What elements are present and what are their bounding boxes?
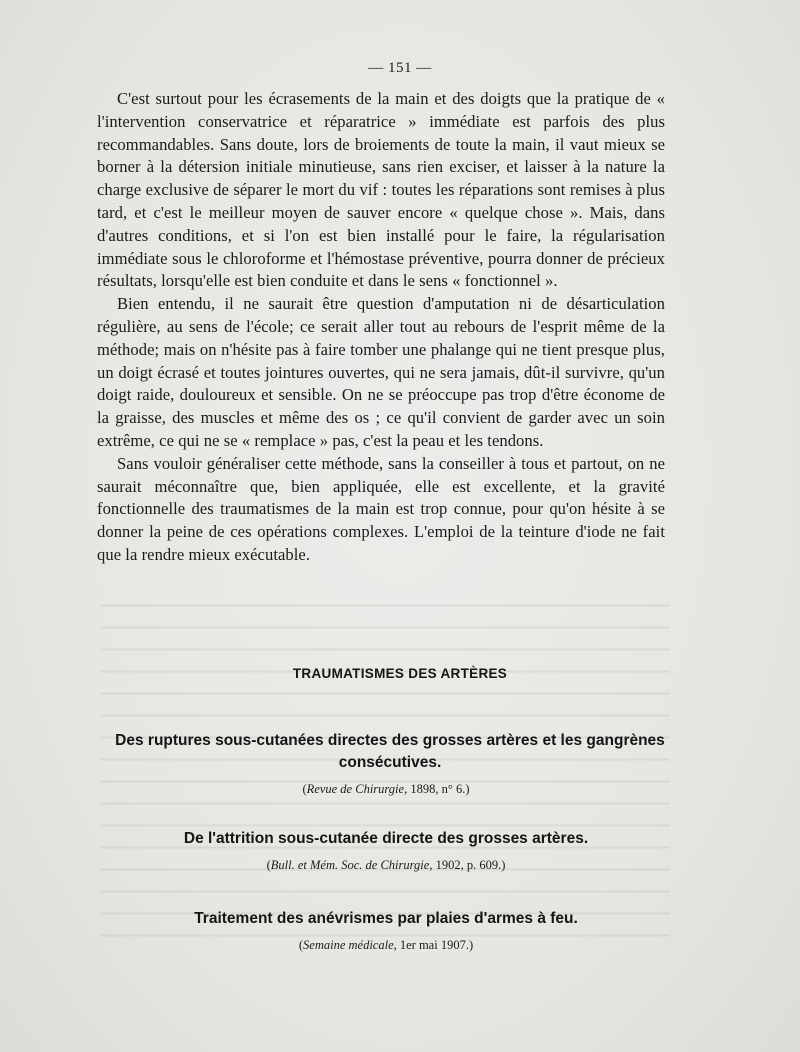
paragraph: Bien entendu, il ne saurait être question d'amputation ni de désarticulation régulière, au sens de l'école; ce serait aller tout au rebours de l'esprit même de la méthode; mais on n'hésite pas à faire tomber une phalange qui ne tient presque plus, un doigt écrasé et toutes jointures ouvertes, qui ne sera jamais, dût-il survivre, qu'un doigt raide, douloureux et sensible. On ne se préoccupe pas trop d'être économe de la graisse, des muscles et même des os ; ce qu'il convient de garder avec un soin extrême, ce qui ne se « remplace » pas, c'est la peau et les tendons. (97, 294, 665, 450)
journal-name: Semaine médicale (303, 938, 394, 952)
ref-close: ) (501, 858, 506, 872)
entry-title: De l'attrition sous-cutanée directe des grosses artères. (183, 830, 589, 847)
ref-open: ( (298, 938, 304, 952)
ref-details: , 1er mai 1907. (393, 938, 469, 952)
entry-reference (96, 856, 676, 874)
entry-reference (96, 780, 676, 798)
paragraph: Sans vouloir généraliser cette méthode, sans la conseiller à tous et partout, on ne saurait méconnaître que, bien appliquée, elle est excellente, et la gravité fonctionnelle des traumatismes de la main est trop connue, pour qu'on hésite à se donner la peine de ces opérations complexes. L'emploi de la teinture d'iode ne fait que la rendre mieux exécutable. (97, 453, 665, 564)
ref-details: , 1902, p. 609. (429, 858, 502, 872)
ref-details: , 1898, n° 6. (404, 782, 466, 796)
body-text (97, 88, 665, 567)
paragraph: C'est surtout pour les écrasements de la main et des doigts que la pratique de « l'intervention conservatrice et réparatrice » immédiate est parfois des plus recommandables. Sans doute, lors de broiements de toute la main, il vaut mieux se borner à la détersion initiale minutieuse, sans rien exciser, et laisser à la nature la charge exclusive de séparer le mort du vif : toutes les réparations sont remises à plus tard, et c'est le meilleur moyen de sauver encore « quelque chose ». Mais, dans d'autres conditions, et si l'on est bien installé pour le faire, la régularisation immédiate sous le chloroforme et l'hémostase préventive, pourra donner de précieux résultats, lorsqu'elle est bien conduite et dans le sens « fonctionnel ». (97, 89, 665, 291)
entry-reference (96, 936, 676, 954)
section-heading: TRAUMATISMES DES ARTÈRES (292, 666, 508, 681)
ref-close: ) (465, 782, 470, 796)
ref-close: ) (468, 938, 474, 952)
ref-open: ( (266, 858, 271, 872)
ref-open: ( (302, 782, 307, 796)
bibliography-entry (96, 730, 676, 798)
entry-title: Des ruptures sous-cutanées directes des grosses artères et les gangrènes consécutives. (115, 732, 665, 771)
journal-name: Revue de Chirurgie (306, 782, 405, 796)
bibliography-entry (96, 828, 676, 874)
entry-title: Traitement des anévrismes par plaies d'armes à feu. (194, 910, 578, 927)
bibliography-entry (96, 908, 676, 954)
journal-name: Bull. et Mém. Soc. de Chirurgie (270, 858, 430, 872)
page-number: — 151 — (368, 60, 432, 76)
